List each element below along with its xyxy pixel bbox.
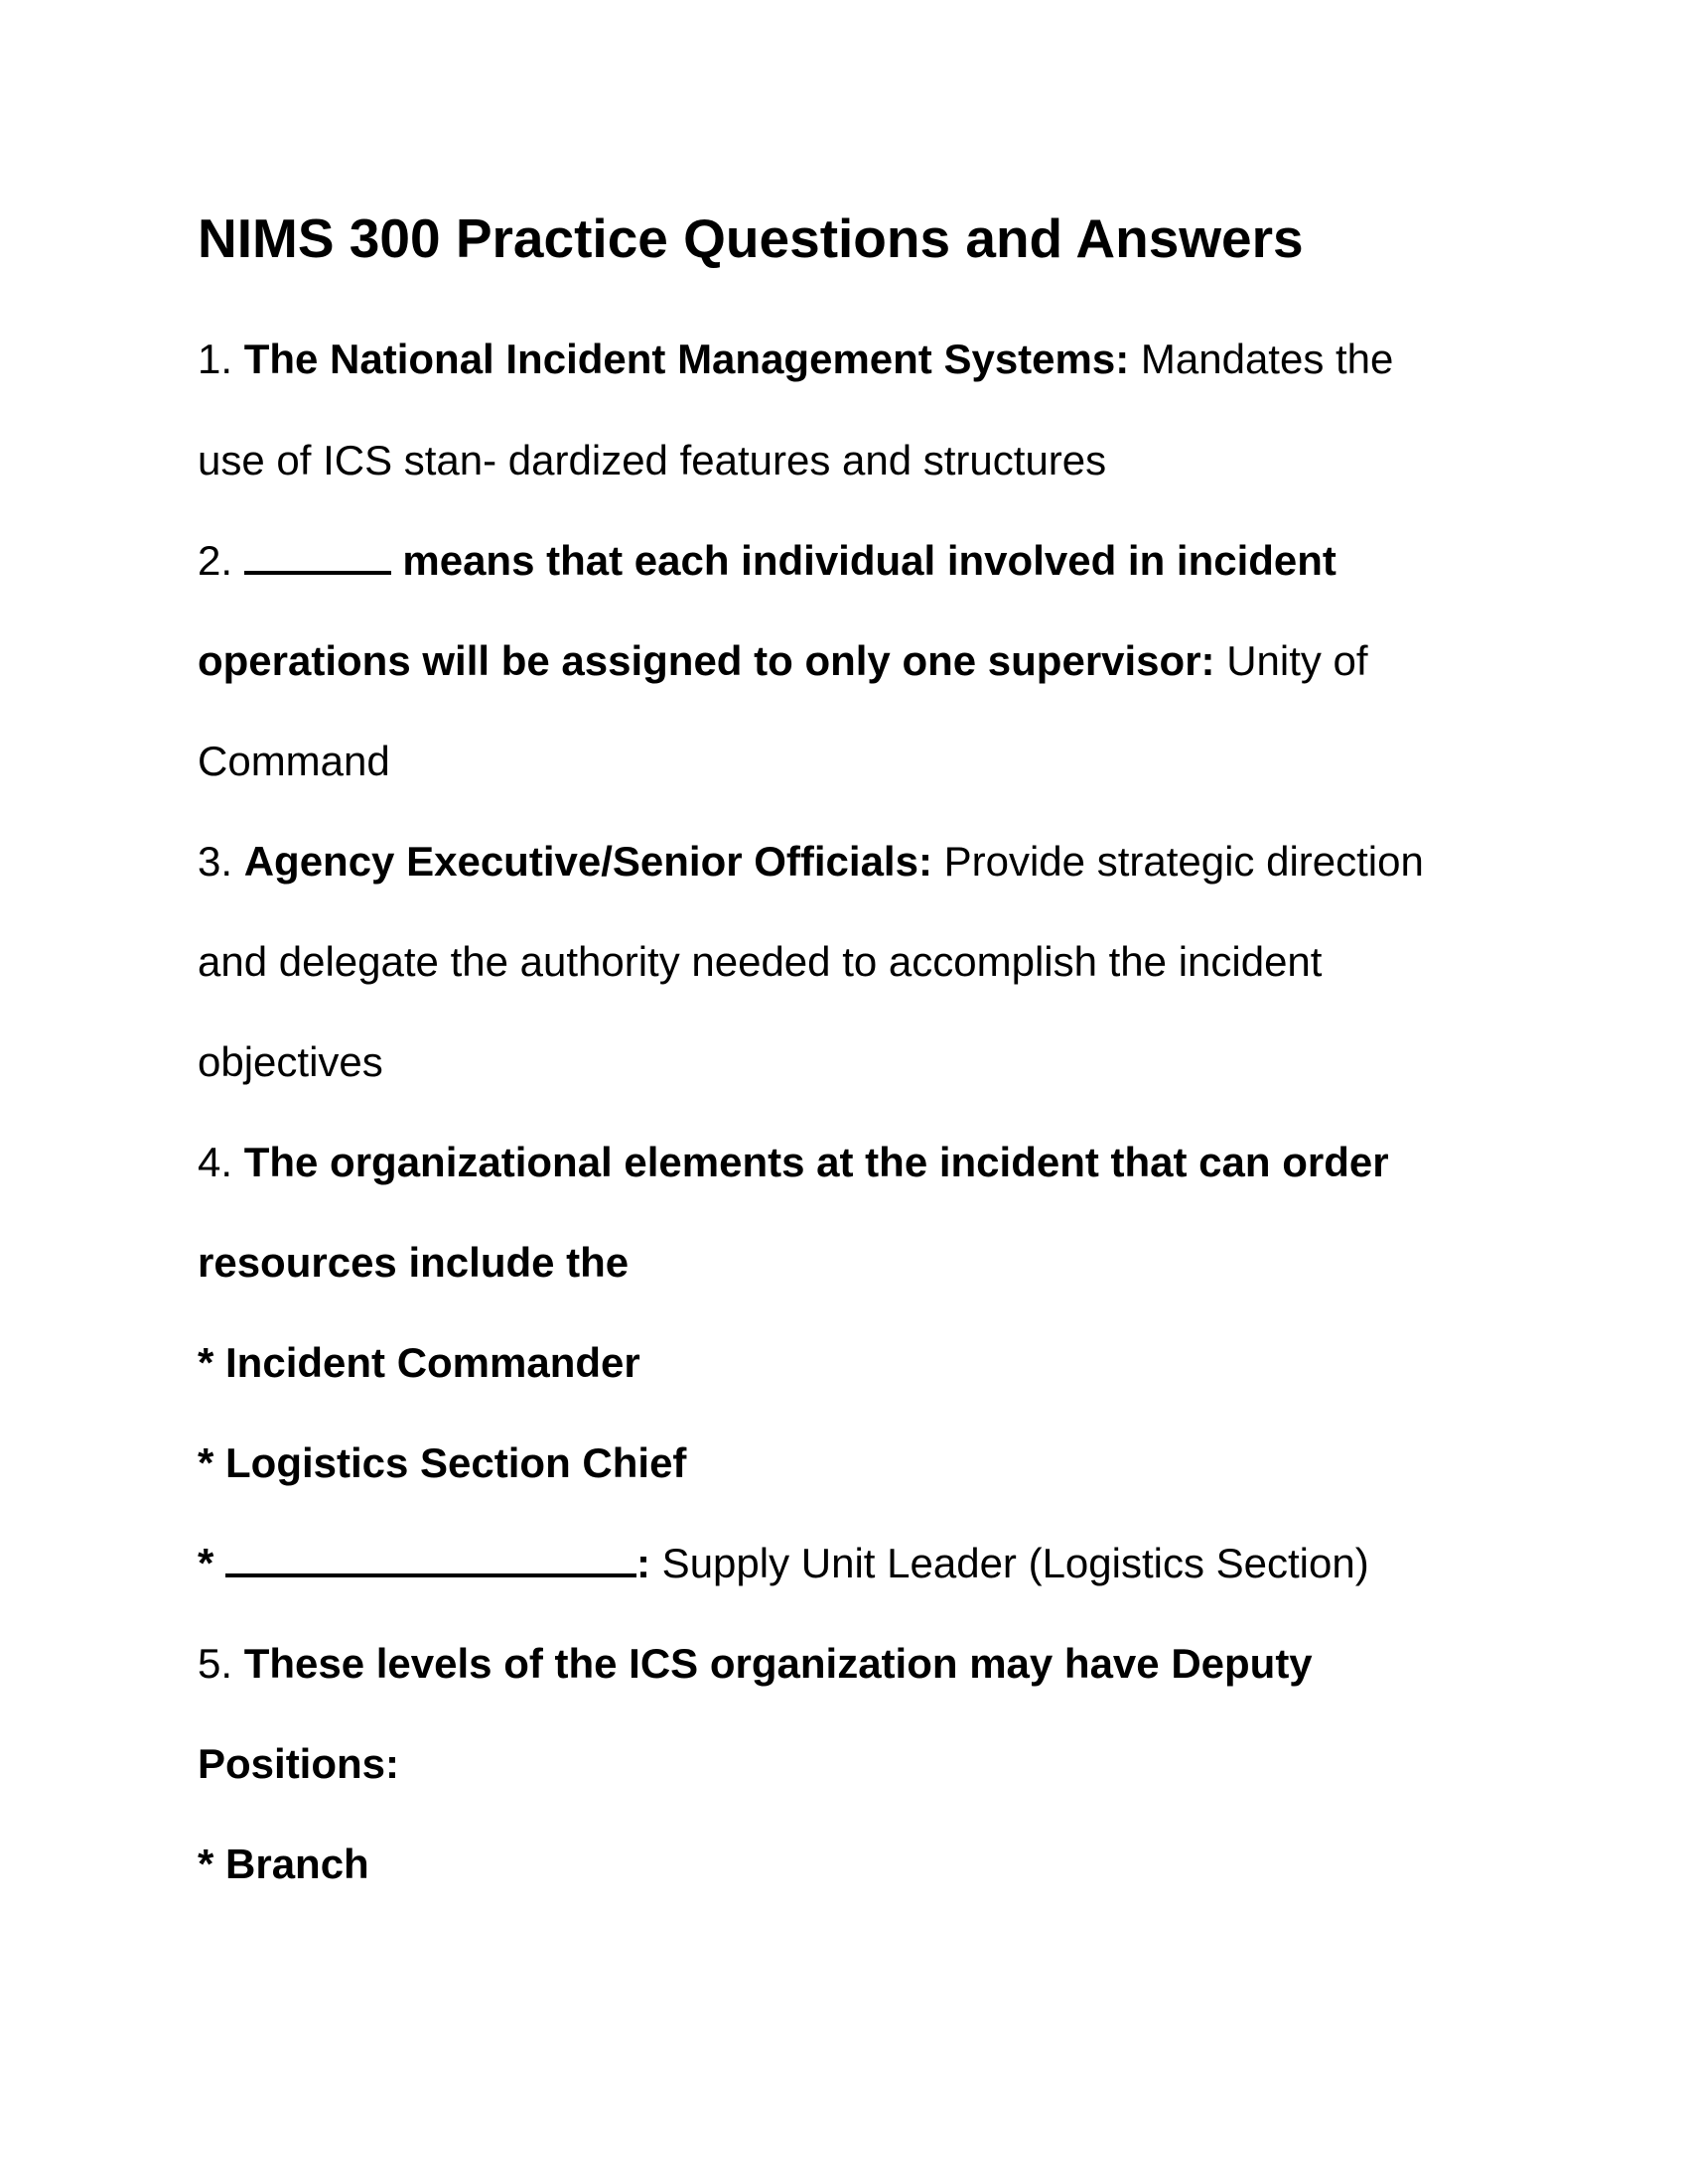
- answer-blank: [225, 1540, 636, 1577]
- question-1-number: 1.: [198, 336, 233, 382]
- question-2-line-1: [198, 531, 1336, 591]
- question-3-answer-part-3: objectives: [198, 1038, 383, 1085]
- question-4-bullet-2: * Logistics Section Chief: [198, 1439, 687, 1486]
- question-2-answer-part-2: Command: [198, 738, 390, 784]
- question-2-line-2: [198, 631, 1368, 691]
- question-4-blank-prefix: *: [198, 1540, 226, 1586]
- question-5-bullet-1: * Branch: [198, 1841, 369, 1887]
- question-1-line-1: [198, 330, 1393, 389]
- question-3-number: 3.: [198, 838, 233, 885]
- question-4-line-1: [198, 1133, 1389, 1192]
- question-3-text: Agency Executive/Senior Officials:: [243, 838, 932, 885]
- question-3-answer-part-1: Provide strategic direction: [931, 838, 1424, 885]
- question-5-line-1: [198, 1634, 1313, 1694]
- question-4-answer: Supply Unit Leader (Logistics Section): [650, 1540, 1369, 1586]
- question-1-text: The National Incident Management Systems:: [243, 336, 1130, 382]
- question-4-number: 4.: [198, 1139, 233, 1185]
- question-2-number: 2.: [198, 537, 233, 584]
- question-2-text-part-1: means that each individual involved in incident: [402, 537, 1336, 584]
- question-4-blank-line: [198, 1534, 1369, 1593]
- question-2-text-part-2: operations will be assigned to only one supervisor:: [198, 637, 1215, 684]
- question-1-answer-part-2: use of ICS stan- dardized features and structures: [198, 437, 1107, 483]
- question-4-text-part-1: The organizational elements at the incident that can order: [243, 1139, 1389, 1185]
- page-title: NIMS 300 Practice Questions and Answers: [198, 207, 1304, 269]
- question-3-line-1: [198, 832, 1424, 891]
- question-1-answer-part-1: Mandates the: [1129, 336, 1394, 382]
- question-4-text-part-2: resources include the: [198, 1239, 630, 1286]
- question-5-text-part-1: These levels of the ICS organization may have Deputy: [243, 1640, 1313, 1687]
- question-4-blank-suffix: :: [636, 1540, 651, 1586]
- question-4-bullet-1: * Incident Commander: [198, 1339, 640, 1386]
- question-2-answer-part-1: Unity of: [1214, 637, 1368, 684]
- question-5-text-part-2: Positions:: [198, 1740, 400, 1787]
- answer-blank: [244, 537, 391, 575]
- question-3-answer-part-2: and delegate the authority needed to accomplish the incident: [198, 938, 1323, 985]
- question-5-number: 5.: [198, 1640, 233, 1687]
